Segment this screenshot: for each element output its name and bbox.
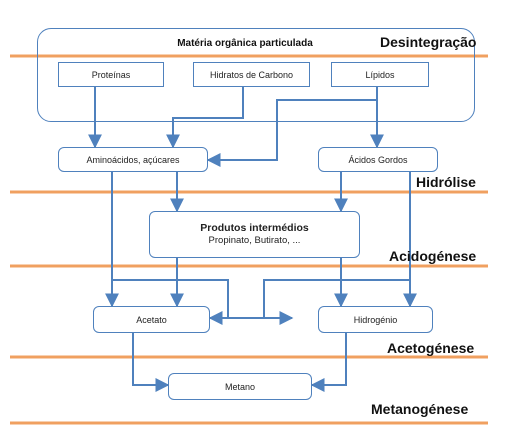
stage-label-metanogenese: Metanogénese <box>371 401 469 417</box>
arrow-hidrogenio-metano <box>312 333 346 385</box>
intermedios-title: Produtos intermédios <box>200 222 309 234</box>
node-aminoacidos: Aminoácidos, açúcares <box>58 147 208 172</box>
node-hidrogenio: Hidrogénio <box>318 306 433 333</box>
node-acidos-gordos: Ácidos Gordos <box>318 147 438 172</box>
node-acetato: Acetato <box>93 306 210 333</box>
arrow-acetato-metano <box>133 333 168 385</box>
node-proteinas: Proteínas <box>58 62 164 87</box>
stage-label-acetogenese: Acetogénese <box>387 340 475 356</box>
stage-label-desintegracao: Desintegração <box>380 34 477 50</box>
node-lipidos: Lípidos <box>331 62 429 87</box>
node-produtos-intermedios <box>149 211 360 258</box>
node-hidratos-carbono: Hidratos de Carbono <box>193 62 310 87</box>
node-metano: Metano <box>168 373 312 400</box>
intermedios-subtitle: Propinato, Butirato, ... <box>208 235 301 247</box>
stage-label-acidogenese: Acidogénese <box>389 248 477 264</box>
particulate-title: Matéria orgânica particulada <box>177 38 313 49</box>
stage-label-hidrolise: Hidrólise <box>416 174 476 190</box>
